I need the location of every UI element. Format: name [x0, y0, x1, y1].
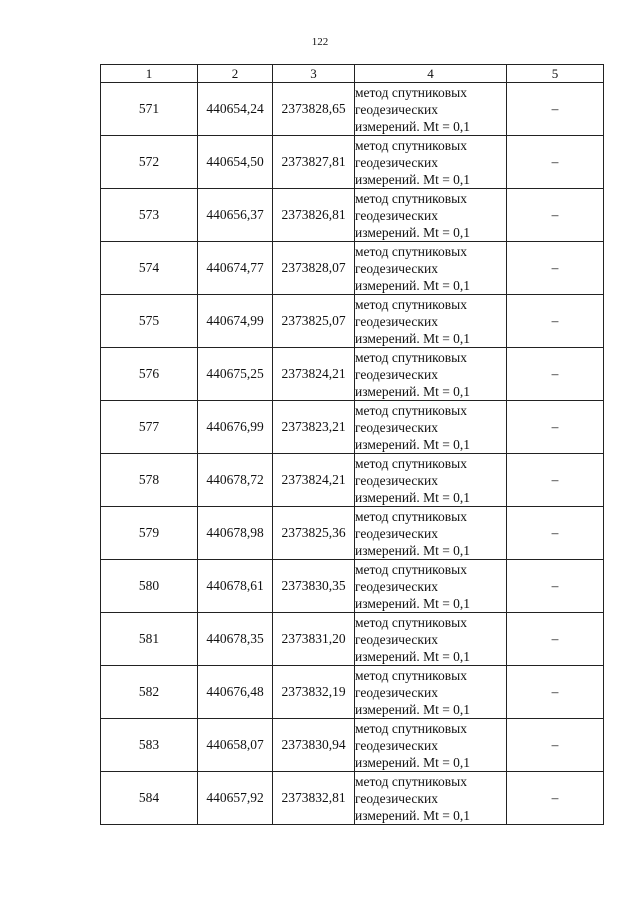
x-coordinate-cell: 440654,24 — [198, 83, 273, 136]
point-number-cell: 573 — [101, 189, 198, 242]
method-cell — [355, 454, 507, 507]
note-cell: – — [507, 242, 604, 295]
note-cell: – — [507, 772, 604, 825]
x-coordinate-cell: 440657,92 — [198, 772, 273, 825]
point-number-cell: 579 — [101, 507, 198, 560]
method-cell — [355, 295, 507, 348]
x-coordinate-cell: 440656,37 — [198, 189, 273, 242]
point-number-cell: 582 — [101, 666, 198, 719]
y-coordinate-cell: 2373828,07 — [273, 242, 355, 295]
table-row — [101, 560, 604, 613]
note-cell: – — [507, 136, 604, 189]
point-number-cell: 571 — [101, 83, 198, 136]
table-row — [101, 136, 604, 189]
note-cell: – — [507, 613, 604, 666]
method-cell — [355, 401, 507, 454]
table-row — [101, 295, 604, 348]
method-cell — [355, 189, 507, 242]
method-cell — [355, 560, 507, 613]
method-text: метод спутниковых геодезических измерений. Mt = 0,1 — [355, 773, 471, 823]
note-cell: – — [507, 189, 604, 242]
note-cell: – — [507, 401, 604, 454]
method-cell — [355, 772, 507, 825]
x-coordinate-cell: 440675,25 — [198, 348, 273, 401]
page-number: 122 — [311, 36, 329, 48]
note-cell: – — [507, 666, 604, 719]
table-row — [101, 772, 604, 825]
table-row — [101, 242, 604, 295]
method-text: метод спутниковых геодезических измерений. Mt = 0,1 — [355, 190, 471, 240]
table-row — [101, 454, 604, 507]
method-cell — [355, 136, 507, 189]
column-header-3: 3 — [273, 65, 355, 83]
table-row — [101, 189, 604, 242]
point-number-cell: 578 — [101, 454, 198, 507]
y-coordinate-cell: 2373832,19 — [273, 666, 355, 719]
method-text: метод спутниковых геодезических измерений. Mt = 0,1 — [355, 243, 471, 293]
method-text: метод спутниковых геодезических измерений. Mt = 0,1 — [355, 720, 471, 770]
table-row — [101, 613, 604, 666]
method-text: метод спутниковых геодезических измерений. Mt = 0,1 — [355, 508, 471, 558]
method-cell — [355, 719, 507, 772]
note-cell: – — [507, 507, 604, 560]
y-coordinate-cell: 2373823,21 — [273, 401, 355, 454]
table-body — [101, 83, 604, 825]
point-number-cell: 576 — [101, 348, 198, 401]
method-text: метод спутниковых геодезических измерений. Mt = 0,1 — [355, 349, 471, 399]
x-coordinate-cell: 440658,07 — [198, 719, 273, 772]
method-cell — [355, 242, 507, 295]
point-number-cell: 575 — [101, 295, 198, 348]
method-text: метод спутниковых геодезических измерений. Mt = 0,1 — [355, 296, 471, 346]
table-row — [101, 83, 604, 136]
method-cell — [355, 507, 507, 560]
method-text: метод спутниковых геодезических измерений. Mt = 0,1 — [355, 137, 471, 187]
table-header — [101, 65, 604, 83]
point-number-cell: 574 — [101, 242, 198, 295]
note-cell: – — [507, 348, 604, 401]
method-text: метод спутниковых геодезических измерений. Mt = 0,1 — [355, 402, 471, 452]
x-coordinate-cell: 440654,50 — [198, 136, 273, 189]
point-number-cell: 580 — [101, 560, 198, 613]
y-coordinate-cell: 2373824,21 — [273, 348, 355, 401]
y-coordinate-cell: 2373825,07 — [273, 295, 355, 348]
method-cell — [355, 83, 507, 136]
y-coordinate-cell: 2373832,81 — [273, 772, 355, 825]
method-text: метод спутниковых геодезических измерений. Mt = 0,1 — [355, 561, 471, 611]
note-cell: – — [507, 295, 604, 348]
method-text: метод спутниковых геодезических измерений. Mt = 0,1 — [355, 84, 471, 134]
y-coordinate-cell: 2373826,81 — [273, 189, 355, 242]
x-coordinate-cell: 440678,35 — [198, 613, 273, 666]
table-row — [101, 666, 604, 719]
column-header-2: 2 — [198, 65, 273, 83]
method-text: метод спутниковых геодезических измерений. Mt = 0,1 — [355, 614, 471, 664]
column-header-5: 5 — [507, 65, 604, 83]
x-coordinate-cell: 440676,48 — [198, 666, 273, 719]
y-coordinate-cell: 2373831,20 — [273, 613, 355, 666]
column-header-1: 1 — [101, 65, 198, 83]
y-coordinate-cell: 2373830,94 — [273, 719, 355, 772]
coordinates-table — [100, 64, 604, 825]
method-cell — [355, 666, 507, 719]
x-coordinate-cell: 440678,72 — [198, 454, 273, 507]
y-coordinate-cell: 2373827,81 — [273, 136, 355, 189]
method-cell — [355, 613, 507, 666]
header-row — [101, 65, 604, 83]
table-row — [101, 348, 604, 401]
point-number-cell: 572 — [101, 136, 198, 189]
point-number-cell: 577 — [101, 401, 198, 454]
x-coordinate-cell: 440676,99 — [198, 401, 273, 454]
y-coordinate-cell: 2373825,36 — [273, 507, 355, 560]
note-cell: – — [507, 719, 604, 772]
point-number-cell: 581 — [101, 613, 198, 666]
x-coordinate-cell: 440678,61 — [198, 560, 273, 613]
note-cell: – — [507, 560, 604, 613]
table-row — [101, 719, 604, 772]
x-coordinate-cell: 440674,77 — [198, 242, 273, 295]
y-coordinate-cell: 2373830,35 — [273, 560, 355, 613]
point-number-cell: 584 — [101, 772, 198, 825]
point-number-cell: 583 — [101, 719, 198, 772]
method-cell — [355, 348, 507, 401]
x-coordinate-cell: 440678,98 — [198, 507, 273, 560]
table-row — [101, 507, 604, 560]
method-text: метод спутниковых геодезических измерений. Mt = 0,1 — [355, 455, 471, 505]
note-cell: – — [507, 454, 604, 507]
y-coordinate-cell: 2373828,65 — [273, 83, 355, 136]
column-header-4: 4 — [355, 65, 507, 83]
note-cell: – — [507, 83, 604, 136]
y-coordinate-cell: 2373824,21 — [273, 454, 355, 507]
x-coordinate-cell: 440674,99 — [198, 295, 273, 348]
table-row — [101, 401, 604, 454]
method-text: метод спутниковых геодезических измерений. Mt = 0,1 — [355, 667, 471, 717]
